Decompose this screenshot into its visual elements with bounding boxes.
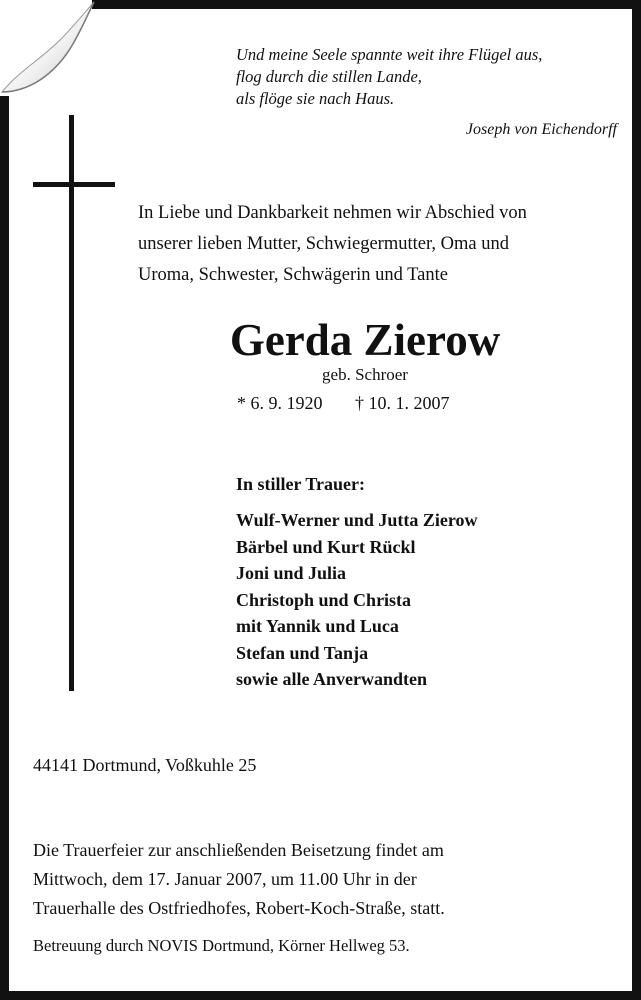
mourner-name: Bärbel und Kurt Rückl [236, 536, 416, 557]
death-date: † 10. 1. 2007 [355, 393, 450, 413]
frame-border-right [632, 0, 641, 1000]
service-line: Die Trauerfeier zur anschließenden Beisetzung findet am [33, 840, 444, 860]
mourners-heading: In stiller Trauer: [236, 474, 365, 494]
frame-border-bottom [0, 991, 641, 1000]
intro-text [138, 198, 618, 291]
mourners-list [236, 507, 478, 693]
mourner-name: Wulf-Werner und Jutta Zierow [236, 510, 478, 530]
mourner-name: Christoph und Christa [236, 589, 412, 610]
poem-line: als flöge sie nach Haus. [236, 89, 395, 108]
intro-line: unserer lieben Mutter, Schwiegermutter, Oma und [138, 234, 509, 254]
funeral-service-info [33, 836, 623, 923]
poem [236, 44, 616, 110]
poem-line: flog durch die stillen Lande, [236, 67, 422, 86]
frame-border-top [92, 0, 641, 9]
frame-border-left [0, 96, 9, 1000]
cross-icon [69, 115, 74, 691]
funeral-home-credit: Betreuung durch NOVIS Dortmund, Körner Hellweg 53. [33, 936, 410, 955]
family-address: 44141 Dortmund, Voßkuhle 25 [33, 755, 257, 775]
poem-line: Und meine Seele spannte weit ihre Flügel aus, [236, 45, 543, 64]
mourner-name: Stefan und Tanja [236, 642, 369, 663]
page-curl-icon [0, 0, 104, 104]
mourner-name: sowie alle Anverwandten [236, 669, 427, 689]
mourner-name: Joni und Julia [236, 563, 347, 583]
intro-line: Uroma, Schwester, Schwägerin und Tante [138, 265, 448, 285]
deceased-name: Gerda Zierow [229, 315, 501, 365]
mourner-name: mit Yannik und Luca [236, 616, 399, 636]
maiden-name: geb. Schroer [322, 365, 408, 384]
cross-icon-bar [33, 182, 115, 187]
intro-line: In Liebe und Dankbarkeit nehmen wir Abschied von [138, 203, 527, 223]
service-line: Trauerhalle des Ostfriedhofes, Robert-Koch-Straße, statt. [33, 898, 445, 918]
service-line: Mittwoch, dem 17. Januar 2007, um 11.00 Uhr in der [33, 869, 417, 889]
life-dates [237, 393, 450, 414]
birth-date: * 6. 9. 1920 [237, 393, 323, 413]
poem-author: Joseph von Eichendorff [465, 121, 617, 138]
